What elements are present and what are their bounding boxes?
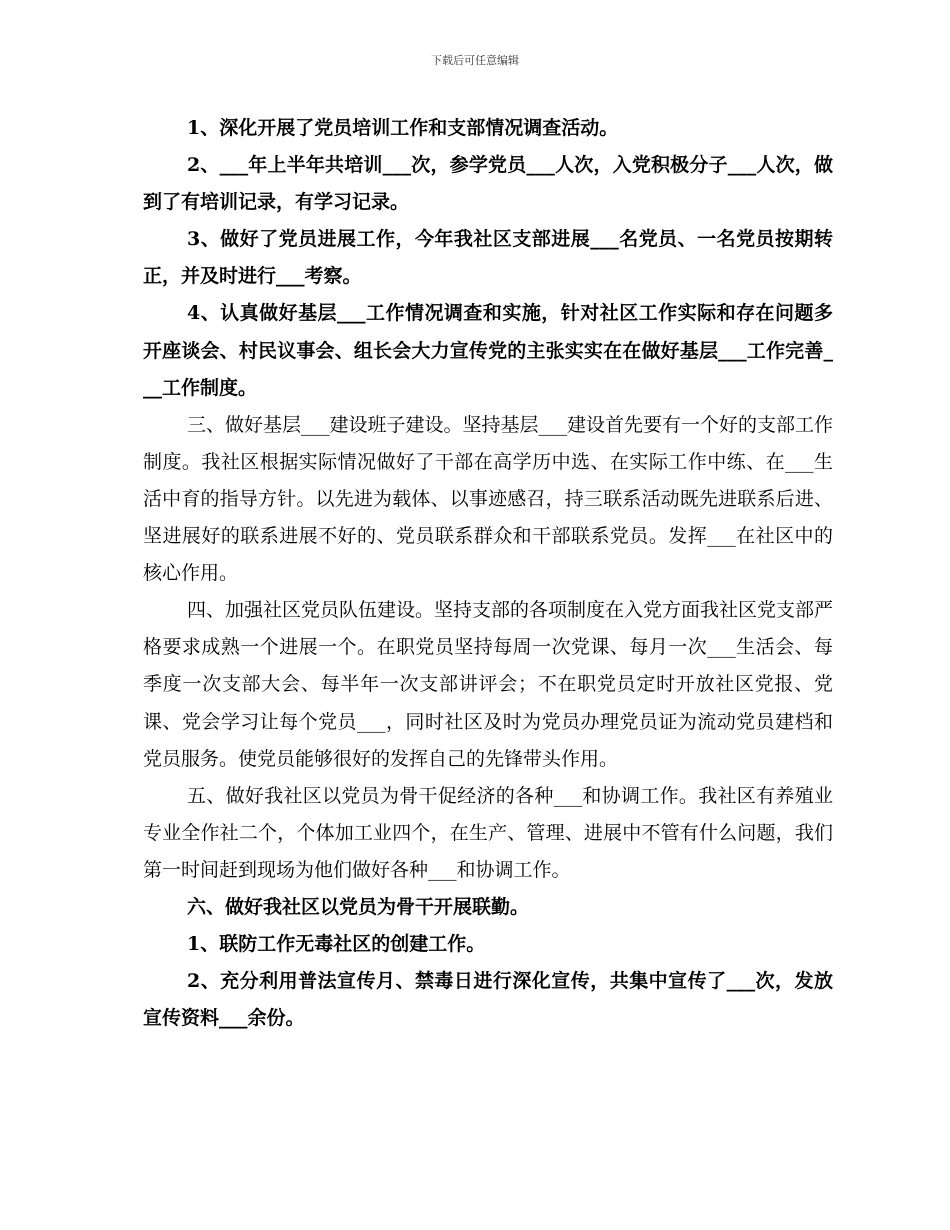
- document-body: [143, 110, 833, 1037]
- paragraph-item-3: 3、做好了党员进展工作，今年我社区支部进展___名党员、一名党员按期转正，并及时进行___考察。: [143, 228, 833, 288]
- paragraph-section-5: 五、做好我社区以党员为骨干促经济的各种___和协调工作。我社区有养殖业专业全作社二个，个体加工业四个，在生产、管理、进展中不管有什么问题，我们第一时间赶到现场为他们做好各种___和协调工作。: [143, 784, 833, 881]
- paragraph-item-1: 1、深化开展了党员培训工作和支部情况调查活动。: [187, 117, 619, 139]
- paragraph-item-4: 4、认真做好基层___工作情况调查和实施，针对社区工作实际和存在问题多开座谈会、村民议事会、组长会大力宣传党的主张实实在在做好基层___工作完善___工作制度。: [143, 302, 833, 399]
- paragraph-item-2: 2、___年上半年共培训___次，参学党员___人次，入党积极分子___人次，做到了有培训记录，有学习记录。: [143, 154, 833, 214]
- paragraph-section-6-item-2: 2、充分利用普法宣传月、禁毒日进行深化宣传，共集中宣传了___次，发放宣传资料___余份。: [143, 970, 833, 1030]
- page-header: 下载后可任意编辑: [431, 54, 519, 67]
- paragraph-section-6: 六、做好我社区以党员为骨干开展联勤。: [187, 895, 530, 918]
- paragraph-section-4: 四、加强社区党员队伍建设。坚持支部的各项制度在入党方面我社区党支部严格要求成熟一个进展一个。在职党员坚持每周一次党课、每月一次___生活会、每季度一次支部大会、每半年一次支部讲评会；不在职党员定时开放社区党报、党课、党会学习让每个党员___，同时社区及时为党员办理党员证为流动党员建档和党员服务。使党员能够很好的发挥自己的先锋带头作用。: [143, 599, 834, 770]
- paragraph-section-3: 三、做好基层___建设班子建设。坚持基层___建设首先要有一个好的支部工作制度。我社区根据实际情况做好了干部在高学历中选、在实际工作中练、在___生活中育的指导方针。以先进为载体、以事迹感召，持三联系活动既先进联系后进、坚进展好的联系进展不好的、党员联系群众和干部联系党员。发挥___在社区中的核心作用。: [143, 413, 834, 585]
- paragraph-section-6-item-1: 1、联防工作无毒社区的创建工作。: [187, 933, 486, 956]
